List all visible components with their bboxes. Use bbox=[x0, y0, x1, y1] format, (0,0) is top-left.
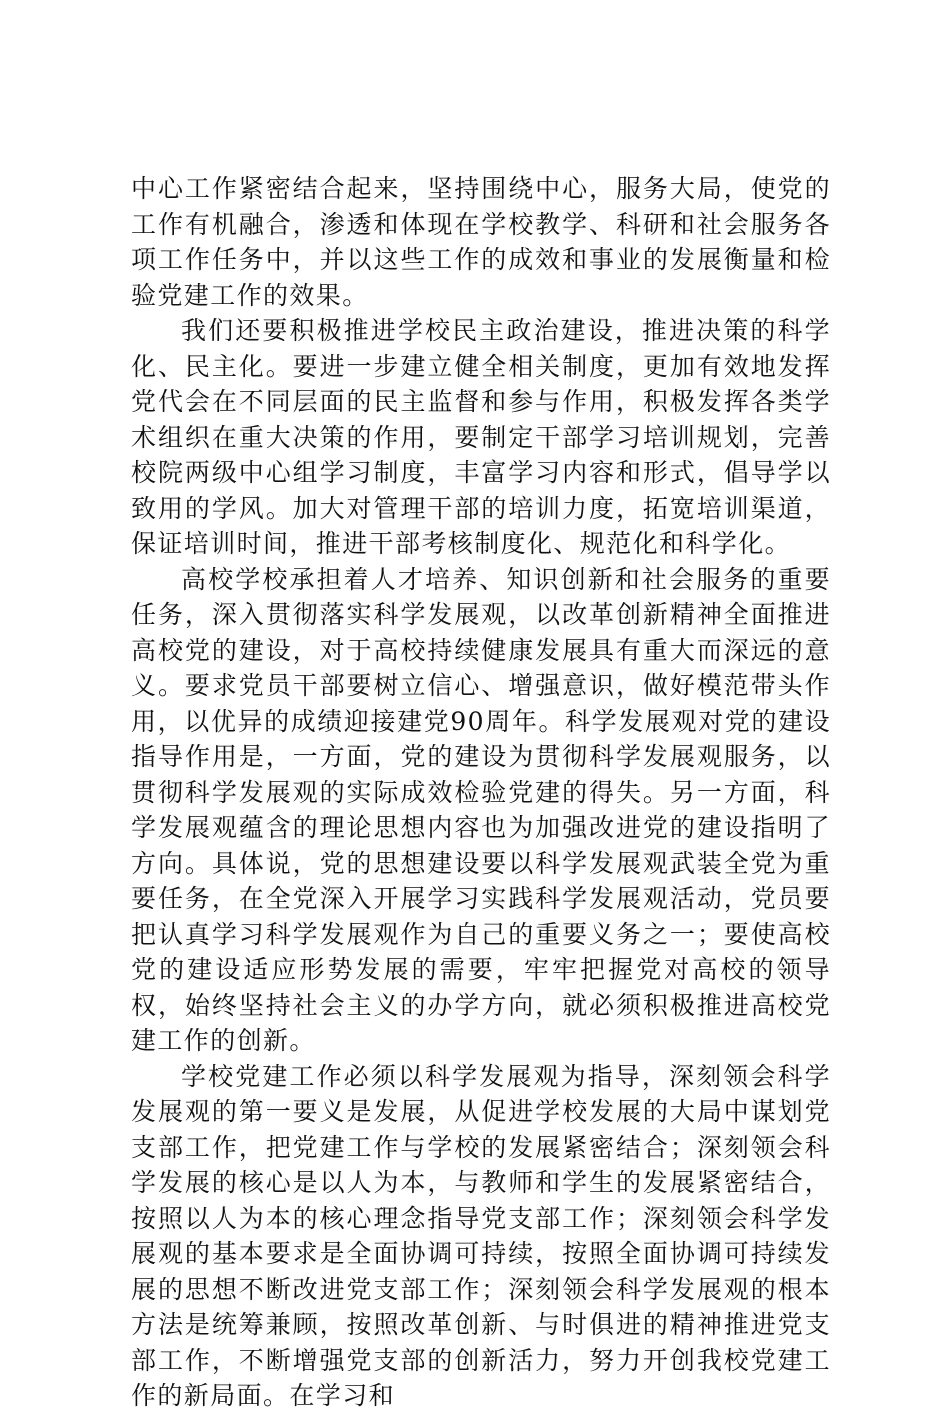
paragraph-university-tasks: 高校学校承担着人才培养、知识创新和社会服务的重要任务，深入贯彻落实科学发展观，以改革创新精神全面推进高校党的建设，对于高校持续健康发展具有重大而深远的意义。要求党员干部要树立信心、增强意识，做好模范带头作用，以优异的成绩迎接建党90周年。科学发展观对党的建设指导作用是，一方面，党的建设为贯彻科学发展观服务，以贯彻科学发展观的实际成效检验党建的得失。另一方面，科学发展观蕴含的理论思想内容也为加强改进党的建设指明了方向。具体说，党的思想建设要以科学发展观武装全党为重要任务，在全党深入开展学习实践科学发展观活动，党员要把认真学习科学发展观作为自己的重要义务之一；要使高校党的建设适应形势发展的需要，牢牢把握党对高校的领导权，始终坚持社会主义的办学方向，就必须积极推进高校党建工作的创新。 bbox=[131, 564, 831, 1055]
paragraph-continued: 中心工作紧密结合起来，坚持围绕中心，服务大局，使党的工作有机融合，渗透和体现在学校教学、科研和社会服务各项工作任务中，并以这些工作的成效和事业的发展衡量和检验党建工作的效果。 bbox=[131, 174, 831, 310]
paragraph-scientific-outlook: 学校党建工作必须以科学发展观为指导，深刻领会科学发展观的第一要义是发展，从促进学校发展的大局中谋划党支部工作，把党建工作与学校的发展紧密结合；深刻领会科学发展的核心是以人为本，与教师和学生的发展紧密结合，按照以人为本的核心理念指导党支部工作；深刻领会科学发展观的基本要求是全面协调可持续，按照全面协调可持续发展的思想不断改进党支部工作；深刻领会科学发展观的根本方法是统筹兼顾，按照改革创新、与时俱进的精神推进党支部工作，不断增强党支部的创新活力，努力开创我校党建工作的新局面。在学习和 bbox=[131, 1061, 831, 1410]
paragraph-democratic-politics: 我们还要积极推进学校民主政治建设，推进决策的科学化、民主化。要进一步建立健全相关制度，更加有效地发挥党代会在不同层面的民主监督和参与作用，积极发挥各类学术组织在重大决策的作用，要制定干部学习培训规划，完善校院两级中心组学习制度，丰富学习内容和形式，倡导学以致用的学风。加大对管理干部的培训力度，拓宽培训渠道，保证培训时间，推进干部考核制度化、规范化和科学化。 bbox=[131, 316, 831, 558]
body-text bbox=[131, 171, 831, 1414]
